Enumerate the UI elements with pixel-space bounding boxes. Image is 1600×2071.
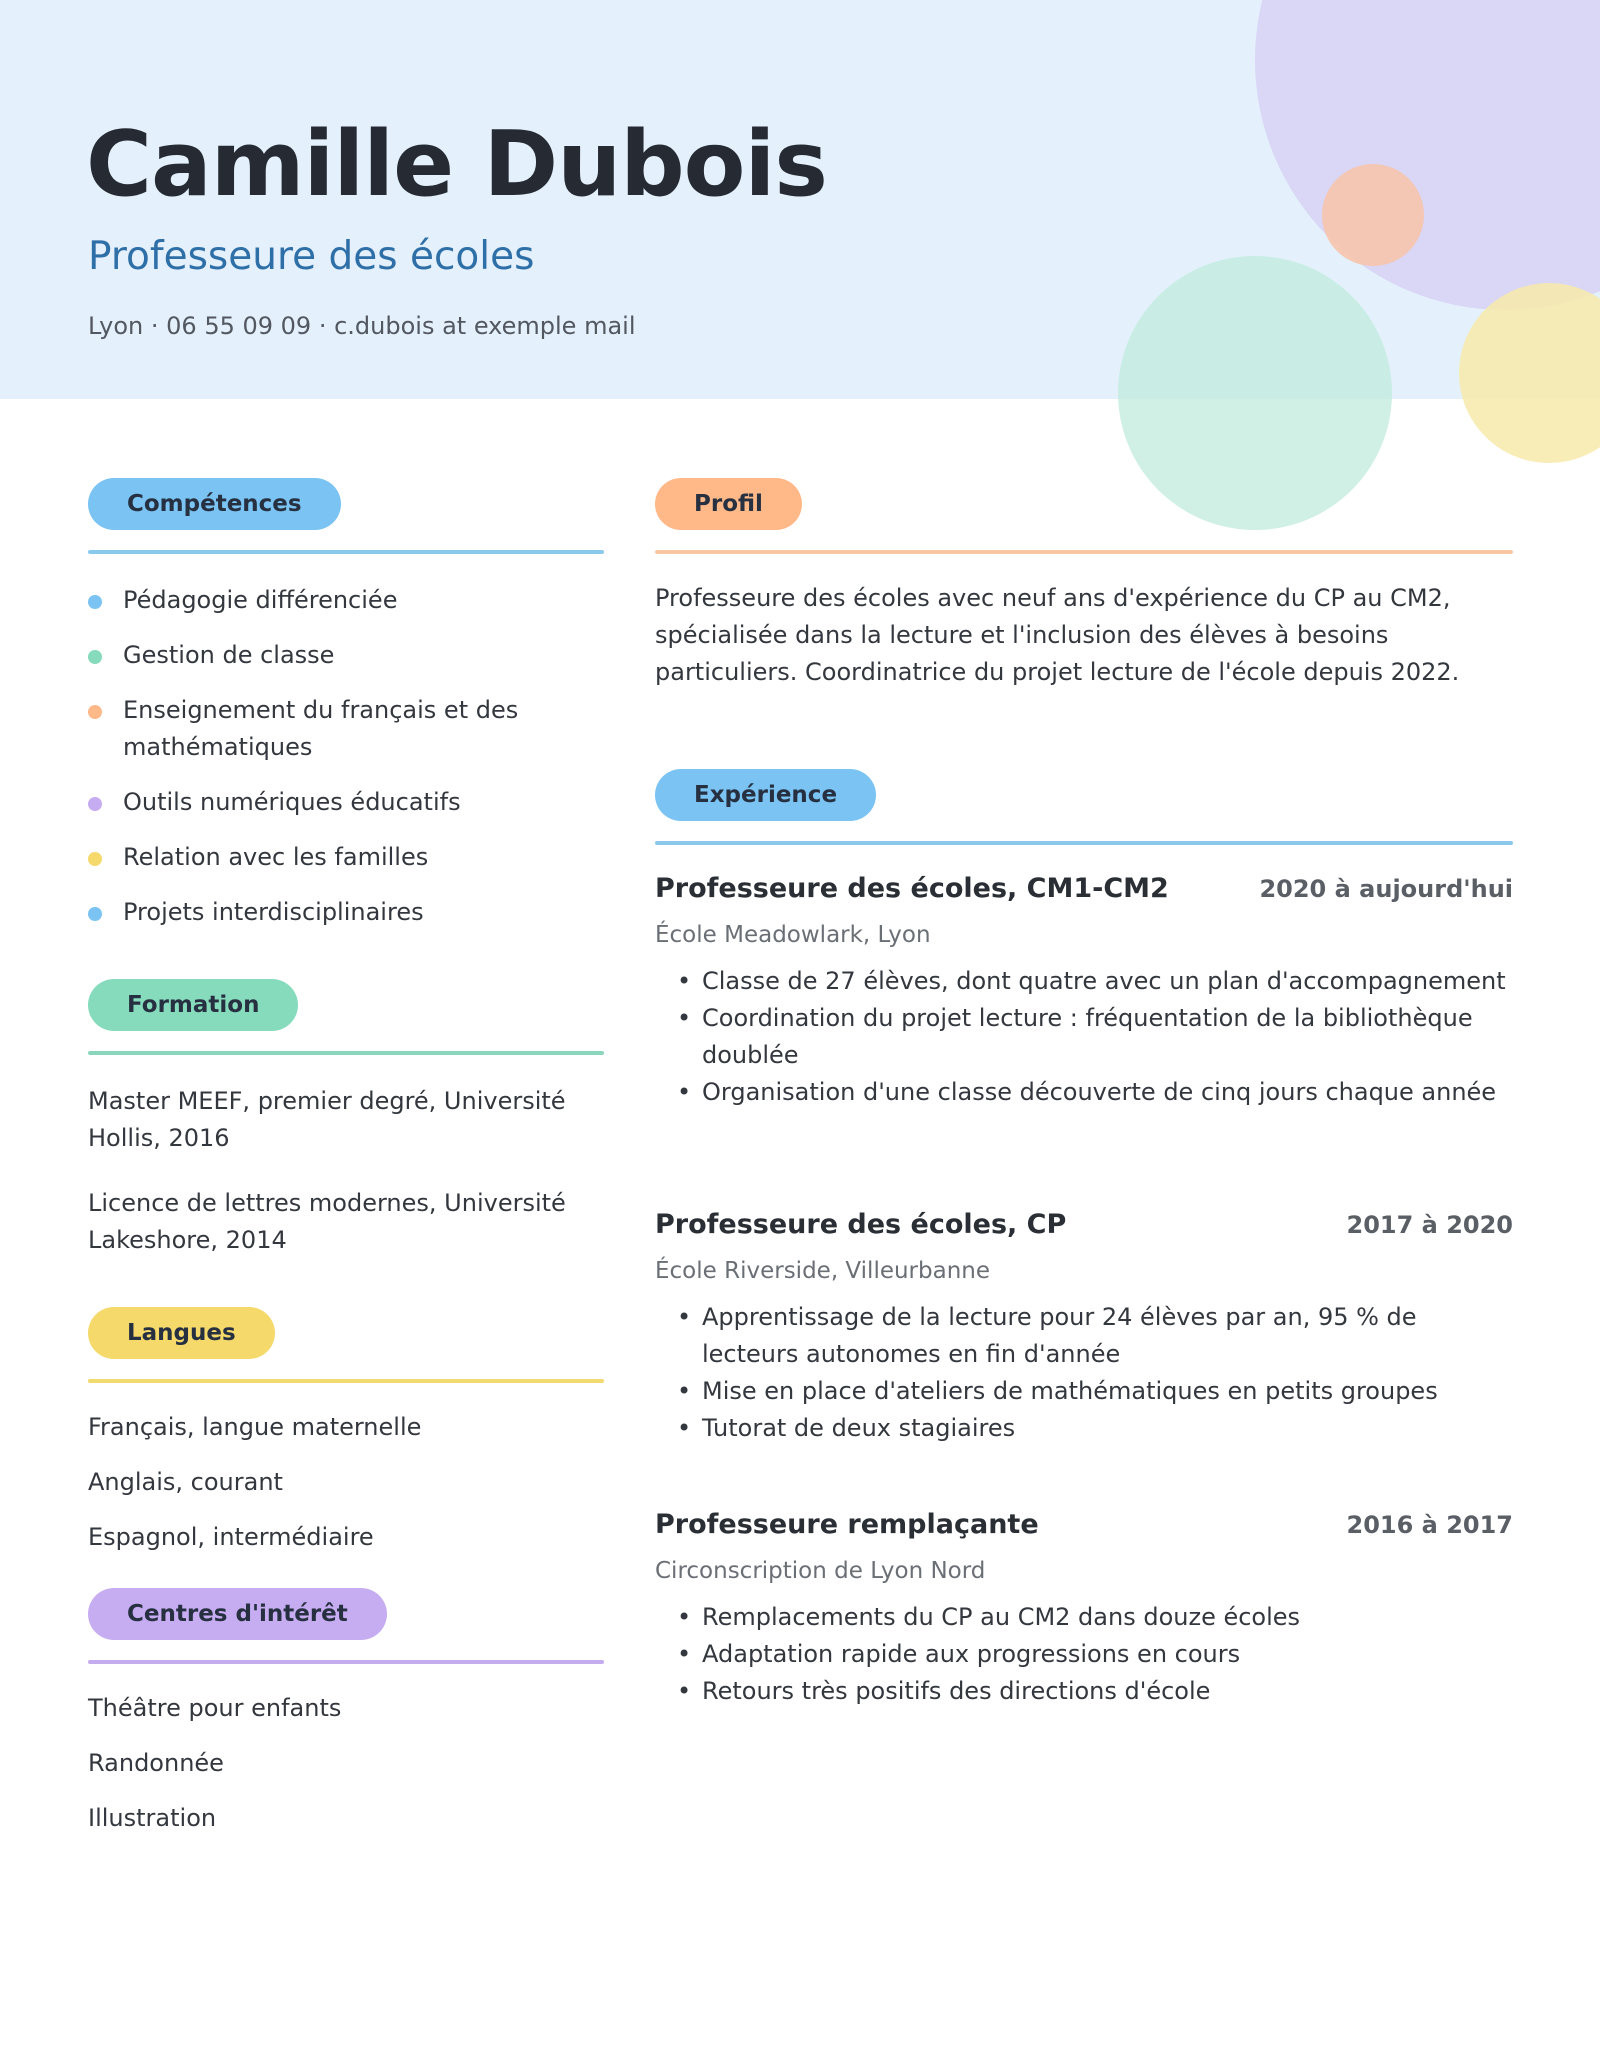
section-divider [88,1660,604,1664]
skill-label: Enseignement du français et des mathématiques [123,696,519,761]
skill-label: Relation avec les familles [123,843,429,871]
bullet-dot-icon [88,595,102,609]
interests-list [88,1690,604,1837]
list-item: • Apprentissage de la lecture pour 24 élèves par an, 95 % de lecteurs autonomes en fin d'année [655,1299,1513,1373]
section-heading-profil: Profil [655,478,802,530]
profile-summary: Professeure des écoles avec neuf ans d'expérience du CP au CM2, spécialisée dans la lecture et l'inclusion des élèves à besoins particuliers. Coordinatrice du projet lecture de l'école depuis 2022. [655,584,1460,686]
section-divider [655,841,1513,845]
job-role: Professeure remplaçante [655,1509,1039,1540]
section-divider [88,1379,604,1383]
experience-entry [655,1209,1513,1447]
list-item: Français, langue maternelle [88,1413,422,1441]
bullet-dot-icon [88,705,102,719]
list-item [88,582,604,619]
experience-header [655,1509,1513,1547]
left-column [88,478,604,1855]
job-role: Professeure des écoles, CM1-CM2 [655,873,1169,904]
section-profil [655,478,1513,691]
decorative-circle-orange [1322,164,1424,266]
skill-label: Pédagogie différenciée [123,586,398,614]
job-role: Professeure des écoles, CP [655,1209,1067,1240]
job-employer: École Riverside, Villeurbanne [655,1258,991,1284]
section-divider [655,550,1513,554]
section-heading-interets: Centres d'intérêt [88,1588,387,1640]
section-competences [88,478,604,931]
contact-line: Lyon · 06 55 09 09 · c.dubois at exemple mail [88,312,636,340]
skill-label: Gestion de classe [123,641,335,669]
list-item: • Retours très positifs des directions d'école [655,1673,1513,1710]
experience-entry [655,1509,1513,1710]
section-heading-formation: Formation [88,979,298,1031]
section-langues [88,1307,604,1556]
experience-entry [655,873,1513,1111]
bullet-dot-icon [88,852,102,866]
candidate-name: Camille Dubois [86,112,827,217]
job-bullets [655,963,1513,1111]
section-experience [655,769,1513,1710]
job-bullets [655,1299,1513,1447]
list-item: • Organisation d'une classe découverte de cinq jours chaque année [655,1074,1513,1111]
education-item: Master MEEF, premier degré, Université Hollis, 2016 [88,1087,566,1152]
job-employer: École Meadowlark, Lyon [655,922,931,948]
experience-header [655,1209,1513,1247]
section-interets [88,1588,604,1837]
list-item: Théâtre pour enfants [88,1694,342,1722]
list-item: Espagnol, intermédiaire [88,1523,374,1551]
section-divider [88,550,604,554]
list-item: • Classe de 27 élèves, dont quatre avec un plan d'accompagnement [655,963,1513,1000]
section-heading-experience: Expérience [655,769,876,821]
bullet-dot-icon [88,907,102,921]
right-column [655,478,1513,1710]
section-heading-langues: Langues [88,1307,275,1359]
list-item: Randonnée [88,1749,224,1777]
list-item [88,894,604,931]
experience-header [655,873,1513,911]
section-divider [88,1051,604,1055]
job-bullets [655,1599,1513,1710]
section-heading-competences: Compétences [88,478,341,530]
skill-label: Projets interdisciplinaires [123,898,424,926]
list-item: • Coordination du projet lecture : fréquentation de la bibliothèque doublée [655,1000,1513,1074]
candidate-title: Professeure des écoles [88,234,535,279]
skill-label: Outils numériques éducatifs [123,788,461,816]
list-item [88,784,604,821]
job-employer: Circonscription de Lyon Nord [655,1558,986,1584]
list-item: • Remplacements du CP au CM2 dans douze écoles [655,1599,1513,1636]
job-dates: 2017 à 2020 [1346,1211,1513,1239]
list-item: • Mise en place d'ateliers de mathématiques en petits groupes [655,1373,1513,1410]
list-item: Anglais, courant [88,1468,283,1496]
education-item: Licence de lettres modernes, Université Lakeshore, 2014 [88,1189,566,1254]
list-item [88,692,604,766]
bullet-dot-icon [88,797,102,811]
languages-list [88,1409,604,1556]
job-dates: 2020 à aujourd'hui [1259,875,1513,903]
bullet-dot-icon [88,650,102,664]
list-item: Illustration [88,1804,217,1832]
list-item: • Adaptation rapide aux progressions en cours [655,1636,1513,1673]
list-item [88,637,604,674]
list-item [88,839,604,876]
job-dates: 2016 à 2017 [1346,1511,1513,1539]
section-formation [88,979,604,1259]
skills-list [88,582,604,931]
list-item: • Tutorat de deux stagiaires [655,1410,1513,1447]
